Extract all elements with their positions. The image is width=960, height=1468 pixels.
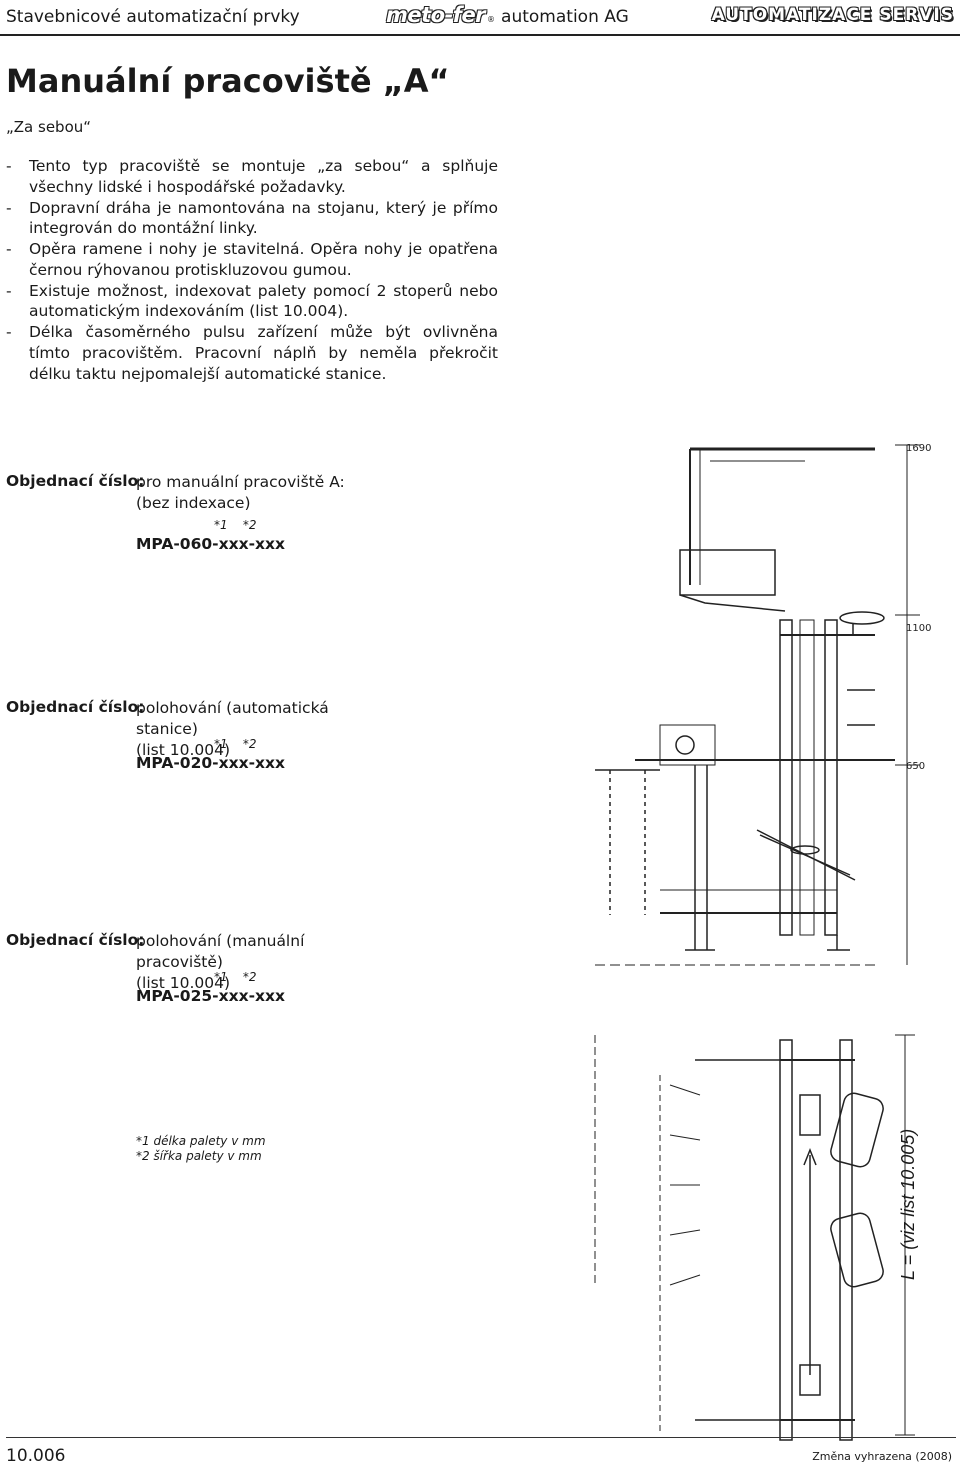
- order-desc-line: (bez indexace): [136, 494, 251, 512]
- list-item-text: Dopravní dráha je namontována na stojanu, který je přímo integrován do montážní linky.: [29, 198, 498, 238]
- order-desc-line: (list 10.004): [136, 741, 231, 759]
- order-label: Objednací číslo:: [6, 931, 145, 949]
- dimension-label: 650: [906, 761, 926, 772]
- list-item: [6, 156, 498, 197]
- list-item-text: Délka časoměrného pulsu zařízení může být ovlivněna tímto pracovištěm. Pracovní náplň by neměla překročit délku taktu nejpomalejší automatické stanice.: [29, 323, 498, 383]
- dimension-label: 1690: [906, 443, 932, 454]
- list-item-text: Tento typ pracoviště se montuje „za sebou“ a splňuje všechny lidské i hospodářské požadavky.: [29, 157, 498, 196]
- order-desc-line: polohování (manuální pracoviště): [136, 932, 305, 971]
- page-title: Manuální pracoviště „A“: [6, 62, 450, 100]
- list-item: [6, 198, 498, 239]
- order-marks: *1 *2: [214, 518, 257, 532]
- bullet-dash: -: [6, 157, 12, 175]
- order-label: Objednací číslo:: [6, 472, 145, 490]
- feature-list: [6, 156, 498, 384]
- side-view: [595, 445, 920, 965]
- list-item: [6, 281, 498, 322]
- order-desc-line: polohování (automatická stanice): [136, 699, 329, 738]
- order-marks: *1 *2: [214, 737, 257, 751]
- footnote: *2 šířka palety v mm: [136, 1149, 262, 1163]
- list-item-text: Opěra ramene i nohy je stavitelná. Opěra nohy je opatřena černou rýhovanou protiskluzovou gumou.: [29, 240, 498, 279]
- footer-divider: [6, 1437, 956, 1438]
- page-number: 10.006: [6, 1446, 66, 1466]
- order-code: MPA-020-xxx-xxx: [136, 754, 285, 772]
- order-marks: *1 *2: [214, 970, 257, 984]
- length-label: L = (viz list 10.005): [898, 1128, 918, 1280]
- dimension-label: 1100: [906, 623, 932, 634]
- brand: [386, 3, 629, 27]
- list-item-text: Existuje možnost, indexovat palety pomocí 2 stoperů nebo automatickým indexováním (list 10.004).: [29, 281, 498, 321]
- order-block: [6, 698, 386, 788]
- order-code: MPA-025-xxx-xxx: [136, 987, 285, 1005]
- bullet-dash: -: [6, 281, 12, 300]
- order-description: [136, 472, 345, 514]
- order-block: [6, 472, 386, 562]
- order-desc-line: (list 10.004): [136, 974, 231, 992]
- technical-drawing: [575, 435, 960, 1450]
- order-code: MPA-060-xxx-xxx: [136, 535, 285, 553]
- order-description: [136, 931, 386, 994]
- bullet-dash: -: [6, 240, 12, 259]
- bullet-dash: -: [6, 323, 12, 342]
- order-description: [136, 698, 386, 761]
- registered-mark: ®: [487, 15, 496, 24]
- list-item: [6, 239, 498, 280]
- page-subtitle: „Za sebou“: [6, 118, 92, 136]
- brand-logo: meto-fer: [386, 3, 486, 27]
- page-header: [0, 0, 960, 36]
- bullet-dash: -: [6, 198, 12, 217]
- brand-company: automation AG: [501, 7, 629, 27]
- header-right-brand: AUTOMATIZACE SERVIS: [711, 5, 954, 25]
- footnote: *1 délka palety v mm: [136, 1134, 266, 1148]
- list-item: [6, 322, 498, 384]
- header-title: Stavebnicové automatizační prvky: [6, 7, 300, 27]
- order-block: [6, 931, 386, 1021]
- order-label: Objednací číslo:: [6, 698, 145, 716]
- footnotes: [136, 1134, 266, 1164]
- top-view: [595, 1035, 915, 1440]
- footer-note: Změna vyhrazena (2008): [812, 1450, 952, 1463]
- order-desc-line: pro manuální pracoviště A:: [136, 473, 345, 491]
